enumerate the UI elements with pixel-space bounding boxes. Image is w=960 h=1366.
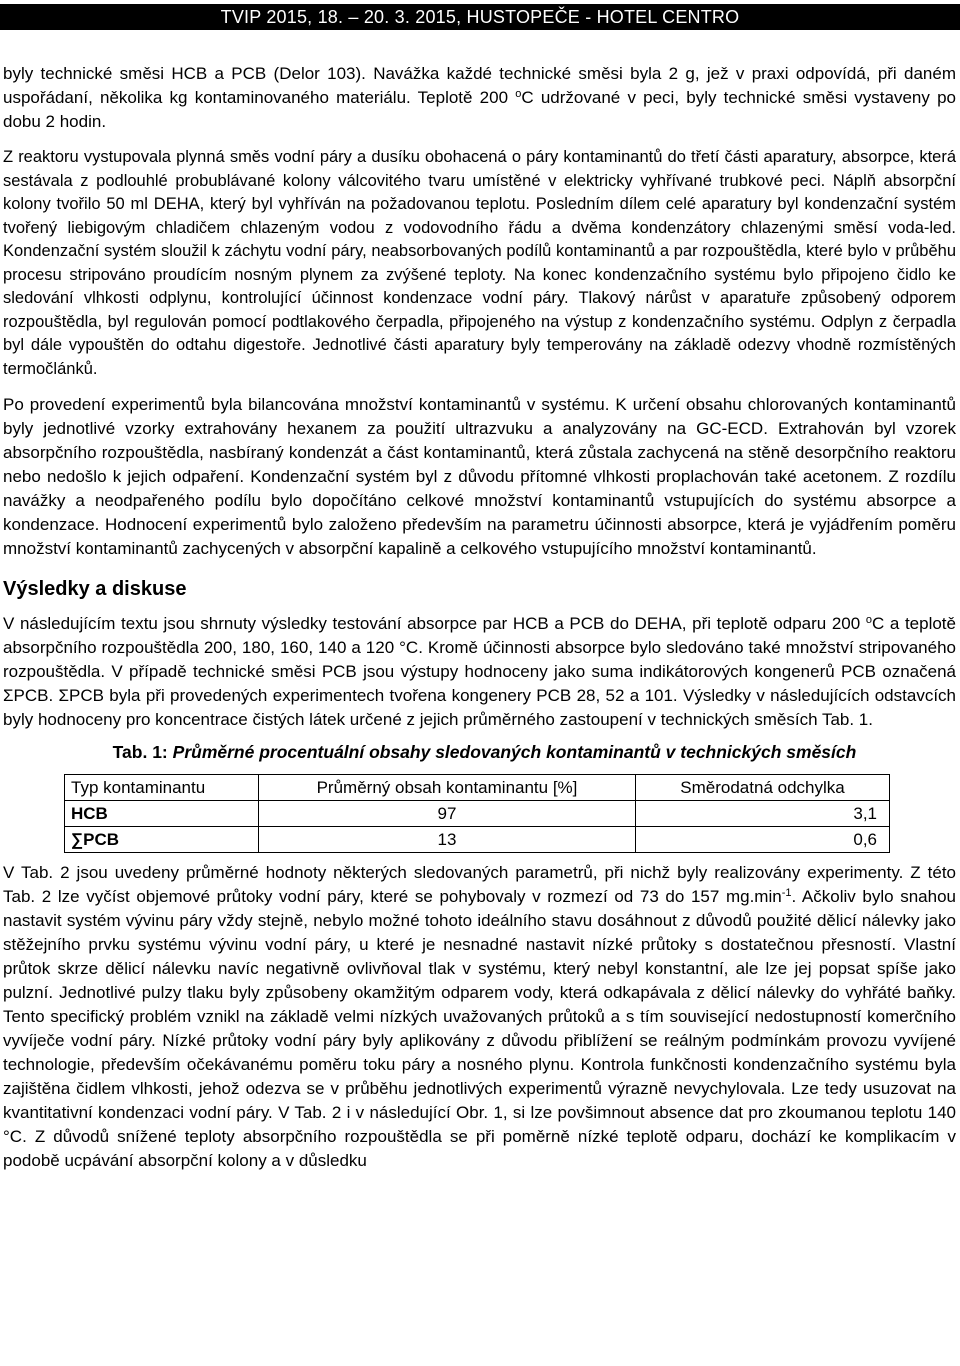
paragraph-text: V následujícím textu jsou shrnuty výsledky testování absorpce par HCB a PCB do DEHA, při teplotě odparu 200 xyxy=(3,614,866,633)
section-heading: Výsledky a diskuse xyxy=(3,578,187,600)
table-caption-text: Průměrné procentuální obsahy sledovaných kontaminantů v technických směsích xyxy=(172,742,857,762)
paragraph-analysis: Po provedení experimentů byla bilancována množství kontaminantů v systému. K určení obsahu chlorovaných kontaminantů byly jednotlivé vzorky extrahovány hexanem za použití ultrazvuku a analyzovány na GC-ECD. Extrahován byl vzorek absorpčního rozpouštědla, nasbíraný kondenzát a část kontaminantů, která zůstala zachycená na stěně desorpčního reaktoru nebo nedošlo k jejich odpaření. Kondenzační systém byl z důvodu přítomné vlhkosti proplachován také acetonem. Z rozdílu navážky a neodpařeného podílu bylo dopočítáno celkové množství kontaminantů vstupujících do systému absorpce a kondenzace. Hodnocení experimentů bylo založeno především na parametru účinnosti absorpce, která je vyjádřením poměru množství kontaminantů zachycených v absorpční kapalině a celkového vstupujícího množství kontaminantů. xyxy=(3,395,956,558)
unit-superscript: -1 xyxy=(781,887,792,899)
table-cell-mean: 13 xyxy=(259,827,636,853)
page-content xyxy=(3,62,956,1173)
table-caption xyxy=(3,740,956,764)
table-cell-name: HCB xyxy=(65,801,259,827)
paragraph-text: byly technické směsi HCB a PCB (Delor 103). Navážka každé technické směsi byla 2 g, jež v praxi odpovídá, při daném uspořádaní, několika kg kontaminovaného materiálu. Teplotě 200 xyxy=(3,64,956,107)
table-header-row xyxy=(65,775,890,801)
table-caption-label: Tab. 1: xyxy=(112,742,168,762)
table-cell-name: ∑PCB xyxy=(65,827,259,853)
paragraph-text: C a teplotě absorpčního rozpouštědla 200, 180, 160, 140 a 120 °C. Kromě účinnosti absorpce bylo sledováno také množství stripovaného rozpouštědla. V případě technické směsi PCB jsou výstupy hodnoceny jako suma indikátorových kongenerů PCB označená ΣPCB. ΣPCB byla při provedených experimentech tvořena kongenery PCB 28, 52 a 101. Výsledky v následujících odstavcích byly hodnoceny pro koncentrace čistých látek určené z jejich průměrného zastoupení v technických směsích Tab. 1. xyxy=(3,614,956,729)
paragraph-apparatus: Z reaktoru vystupovala plynná směs vodní páry a dusíku obohacená o páry kontaminantů do třetí části aparatury, absorpce, která sestávala z podlouhlé probublávané kolony válcovitého tvaru umístěné v elektricky vyhřívané trubkové peci. Náplň absorpční kolony tvořilo 50 ml DEHA, který byl vyhříván na požadovanou teplotu. Posledním dílem celé aparatury byl kondenzační systém tvořený liebigovým chladičem chlazeným vodou z vodovodního řádu a dvěma kondenzátory chlazenými směsí voda-led. Kondenzační systém sloužil k záchytu vodní páry, neabsorbovaných podílů kontaminantů a par rozpouštědla, které bylo v průběhu procesu stripováno proudícím nosným plynem za zvýšené teploty. Na konec kondenzačního systému bylo připojeno čidlo ke sledování vlhkosti odplynu, kontrolující účinnost kondenzace vodní páry. Tlakový nárůst v aparatuře způsobený odporem rozpouštědla, byl regulován pomocí podtlakového čerpadla, připojeného na výstup z kondenzačního systému. Odplyn z čerpadla byl dále vypouštěn do odtahu digestoře. Jednotlivé části aparatury byly temperovány na základě odezvy vhodně rozmístěných termočlánků. xyxy=(3,148,956,378)
paragraph-sample-description xyxy=(3,62,956,134)
table-cell-sd: 0,6 xyxy=(636,827,890,853)
contaminant-table xyxy=(64,774,890,853)
table-header-cell: Směrodatná odchylka xyxy=(636,775,890,801)
table-row xyxy=(65,801,890,827)
table-row xyxy=(65,827,890,853)
degree-superscript: o xyxy=(865,614,872,626)
paragraph-text: C udržované v peci, byly technické směsi vystaveny po dobu 2 hodin. xyxy=(3,88,956,131)
paragraph-text: V Tab. 2 jsou uvedeny průměrné hodnoty některých sledovaných parametrů, při nichž byly realizovány experimenty. Z této Tab. 2 lze vyčíst objemové průtoky vodní páry, které se pohybovaly v rozmezí od 73 do 157 mg.min xyxy=(3,863,956,906)
paragraph-parameters xyxy=(3,861,956,1173)
conference-header: TVIP 2015, 18. – 20. 3. 2015, HUSTOPEČE - HOTEL CENTRO xyxy=(0,4,960,30)
table-cell-sd: 3,1 xyxy=(636,801,890,827)
degree-superscript: o xyxy=(515,88,522,100)
paragraph-text: . Ačkoliv bylo snahou nastavit systém vývinu páry vždy stejně, nebylo možné tohoto ideálního stavu dosáhnout z důvodů použité dělicí nálevky jako stěžejního prvku systému vývinu vodní páry, u které je nesnadné nastavit nízké průtoky s dostatečnou přesností. Vlastní průtok skrze dělicí nálevku navíc negativně ovlivňoval tlak v systému, který nebyl konstantní, ale lze jej popsat spíše jako pulzní. Jednotlivé pulzy tlaku byly způsobeny okamžitým odparem vody, která odkapávala z dělicí nálevky do vyhřáté baňky. Tento specifický problém vznikl na základě velmi nízkých uvažovaných průtoků a s tím související nedostupností komerčního vyvíječe vodní páry. Nízké průtoky vodní páry byly aplikovány z důvodu přiblížení se reálným podmínkám provozu vyvíjené technologie, především očekávanému poměru toku páry a nosného plynu. Kontrola funkčnosti kondenzačního systému byla zajištěna čidlem vlhkosti, jehož odezva se v průběhu jednotlivých experimentů výrazně nevychylovala. Lze tedy usuzovat na kvantitativní kondenzaci vodní páry. V Tab. 2 i v následující Obr. 1, si lze povšimnout absence dat pro zkoumanou teplotu 140 °C. Z důvodů snížené teploty absorpčního rozpouštědla se při poměrně nízké teplotě odparu, dochází ke komplikacím v podobě ucpávání absorpční kolony a v důsledku xyxy=(3,887,957,1170)
table-cell-mean: 97 xyxy=(259,801,636,827)
paragraph-results-intro xyxy=(3,612,956,732)
table-header-cell: Průměrný obsah kontaminantu [%] xyxy=(259,775,636,801)
table-header-cell: Typ kontaminantu xyxy=(65,775,259,801)
